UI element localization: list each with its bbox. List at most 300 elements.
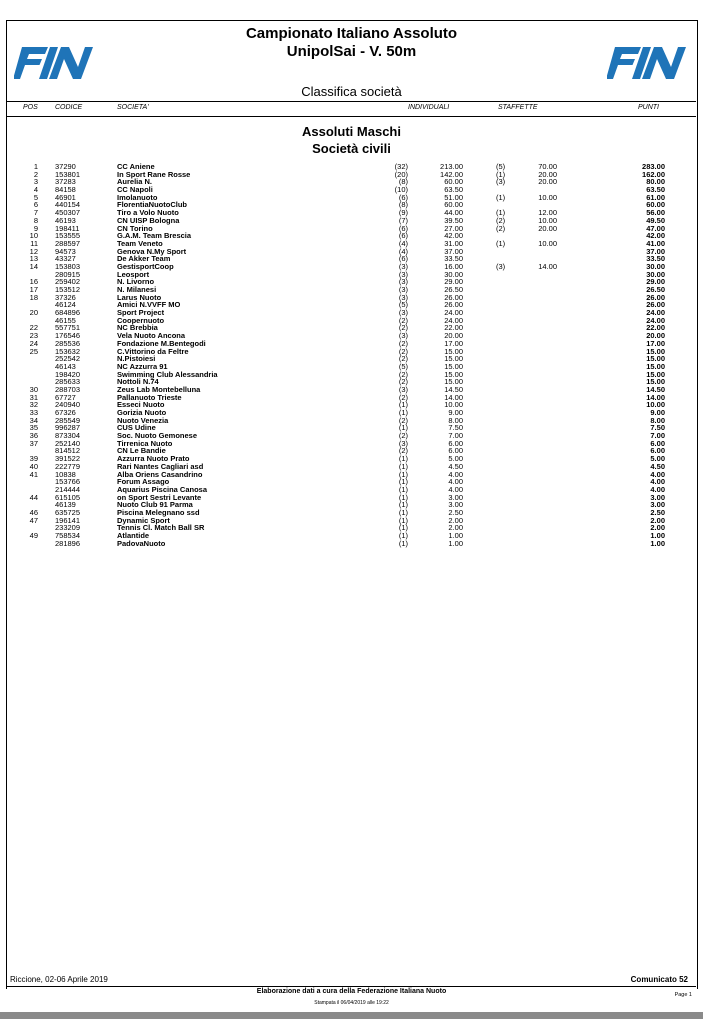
row-individual-count: (2) (398, 338, 408, 348)
table-row (0, 401, 703, 409)
row-total-points: 3.00 (650, 500, 665, 510)
table-row (0, 201, 703, 209)
table-row (0, 409, 703, 417)
row-code: 240940 (55, 400, 81, 410)
row-society-name: G.A.M. Team Brescia (117, 231, 192, 241)
row-individual-points: 1.00 (448, 538, 463, 548)
row-position: 30 (29, 384, 38, 394)
row-total-points: 61.00 (646, 192, 665, 202)
row-position: 20 (29, 308, 38, 318)
row-code: 873304 (55, 431, 81, 441)
row-individual-count: (3) (398, 308, 408, 318)
row-individual-points: 142.00 (440, 169, 463, 179)
row-code: 94573 (55, 246, 76, 256)
row-total-points: 14.00 (646, 392, 665, 402)
row-relay-count: (1) (496, 238, 506, 248)
table-row (0, 278, 703, 286)
row-total-points: 1.00 (650, 538, 665, 548)
table-row (0, 263, 703, 271)
row-individual-count: (32) (394, 162, 408, 171)
col-header-code: CODICE (55, 104, 83, 111)
row-position: 31 (29, 392, 38, 402)
col-header-individual: INDIVIDUALI (408, 104, 450, 111)
row-society-name: GestisportCoop (117, 261, 174, 271)
row-position: 36 (29, 431, 38, 441)
row-individual-points: 60.00 (444, 177, 463, 187)
row-individual-points: 213.00 (440, 162, 463, 171)
row-society-name: Tennis Cl. Match Ball SR (117, 523, 205, 533)
row-total-points: 37.00 (646, 246, 665, 256)
row-total-points: 24.00 (646, 308, 665, 318)
row-society-name: Imolanuoto (117, 192, 158, 202)
row-total-points: 60.00 (646, 200, 665, 210)
row-society-name: Rari Nantes Cagliari asd (117, 461, 204, 471)
row-individual-points: 6.00 (448, 446, 463, 456)
row-code: 153632 (55, 346, 81, 356)
row-position: 10 (29, 231, 38, 241)
table-row (0, 309, 703, 317)
row-position: 24 (29, 338, 38, 348)
row-society-name: Leosport (117, 269, 150, 279)
row-individual-count: (3) (398, 331, 408, 341)
row-code: 67727 (55, 392, 76, 402)
row-individual-points: 3.00 (448, 492, 463, 502)
row-position: 17 (29, 285, 38, 294)
row-individual-points: 31.00 (444, 238, 463, 248)
row-individual-points: 60.00 (444, 200, 463, 210)
row-code: 37326 (55, 292, 76, 302)
row-individual-count: (6) (398, 192, 408, 202)
table-row (0, 509, 703, 517)
row-society-name: Pallanuoto Trieste (117, 392, 182, 402)
row-position: 1 (33, 162, 38, 171)
table-row (0, 355, 703, 363)
row-relay-count: (1) (496, 192, 506, 202)
row-position: 9 (33, 223, 38, 233)
row-total-points: 6.00 (650, 446, 665, 456)
table-row (0, 294, 703, 302)
row-position: 16 (29, 277, 38, 287)
header-rule-top (6, 101, 696, 102)
row-total-points: 20.00 (646, 331, 665, 341)
row-code: 46139 (55, 500, 76, 510)
row-total-points: 7.00 (650, 431, 665, 441)
table-row (0, 394, 703, 402)
table-row (0, 209, 703, 217)
row-total-points: 15.00 (646, 377, 665, 387)
table-row (0, 348, 703, 356)
row-individual-points: 42.00 (444, 231, 463, 241)
table-row (0, 271, 703, 279)
ranking-table (0, 163, 703, 547)
row-position: 23 (29, 331, 38, 341)
table-row (0, 324, 703, 332)
row-relay-points: 10.00 (538, 192, 557, 202)
row-code: 214444 (55, 484, 81, 494)
row-society-name: N. Milanesi (117, 285, 157, 294)
row-total-points: 56.00 (646, 208, 665, 218)
row-individual-points: 33.50 (444, 254, 463, 264)
row-total-points: 1.00 (650, 531, 665, 540)
row-individual-count: (1) (398, 477, 408, 487)
row-total-points: 26.00 (646, 300, 665, 310)
row-society-name: Nuoto Venezia (117, 415, 169, 425)
row-individual-count: (3) (398, 269, 408, 279)
row-individual-count: (2) (398, 315, 408, 325)
row-individual-count: (1) (398, 500, 408, 510)
row-individual-count: (4) (398, 246, 408, 256)
row-relay-points: 10.00 (538, 215, 557, 225)
row-society-name: Atlantide (117, 531, 150, 540)
row-society-name: NC Brebbia (117, 323, 158, 333)
row-relay-points: 70.00 (538, 162, 557, 171)
row-individual-points: 15.00 (444, 361, 463, 371)
row-position: 41 (29, 469, 38, 479)
row-code: 46193 (55, 215, 76, 225)
row-individual-points: 2.00 (448, 523, 463, 533)
row-individual-count: (1) (398, 454, 408, 464)
row-individual-points: 37.00 (444, 246, 463, 256)
row-individual-points: 15.00 (444, 369, 463, 379)
table-row (0, 478, 703, 486)
row-code: 635725 (55, 507, 81, 517)
row-individual-points: 15.00 (444, 377, 463, 387)
table-row (0, 171, 703, 179)
table-row (0, 540, 703, 548)
row-total-points: 22.00 (646, 323, 665, 333)
row-total-points: 30.00 (646, 261, 665, 271)
row-total-points: 15.00 (646, 369, 665, 379)
row-society-name: Gorizia Nuoto (117, 408, 167, 417)
table-row (0, 255, 703, 263)
row-individual-count: (6) (398, 223, 408, 233)
row-society-name: Sport Project (117, 308, 165, 318)
row-individual-points: 15.00 (444, 346, 463, 356)
row-individual-points: 10.00 (444, 400, 463, 410)
row-relay-points: 20.00 (538, 177, 557, 187)
row-total-points: 30.00 (646, 269, 665, 279)
row-total-points: 14.50 (646, 384, 665, 394)
row-total-points: 4.00 (650, 469, 665, 479)
row-code: 450307 (55, 208, 81, 218)
document-title: Campionato Italiano Assoluto (245, 25, 458, 42)
row-individual-points: 63.50 (444, 185, 463, 195)
row-individual-count: (2) (398, 446, 408, 456)
row-individual-count: (3) (398, 292, 408, 302)
row-society-name: Nottoli N.74 (117, 377, 159, 387)
row-total-points: 26.50 (646, 285, 665, 294)
row-total-points: 3.00 (650, 492, 665, 502)
document-subtitle: Classifica società (301, 84, 402, 99)
row-individual-points: 16.00 (444, 261, 463, 271)
row-relay-count: (1) (496, 169, 506, 179)
row-individual-points: 26.00 (444, 300, 463, 310)
row-position: 37 (29, 438, 38, 448)
row-code: 684896 (55, 308, 81, 318)
row-society-name: CN UISP Bologna (117, 215, 180, 225)
row-individual-points: 9.00 (448, 408, 463, 417)
table-row (0, 240, 703, 248)
row-individual-count: (2) (398, 354, 408, 364)
footer-credit: Elaborazione dati a cura della Federazione Italiana Nuoto (256, 988, 447, 995)
row-code: 281896 (55, 538, 81, 548)
row-relay-count: (2) (496, 223, 506, 233)
row-position: 3 (33, 177, 38, 187)
row-society-name: Larus Nuoto (117, 292, 162, 302)
row-individual-points: 2.50 (448, 507, 463, 517)
row-position: 33 (29, 408, 38, 417)
row-individual-count: (3) (398, 261, 408, 271)
row-total-points: 26.00 (646, 292, 665, 302)
row-society-name: Aquarius Piscina Canosa (117, 484, 208, 494)
row-position: 11 (30, 238, 38, 248)
row-individual-count: (1) (398, 423, 408, 433)
row-individual-count: (6) (398, 231, 408, 241)
table-row (0, 363, 703, 371)
row-position: 46 (29, 507, 38, 517)
row-individual-count: (3) (398, 384, 408, 394)
table-row (0, 440, 703, 448)
row-individual-points: 20.00 (444, 331, 463, 341)
row-code: 391522 (55, 454, 81, 464)
table-row (0, 463, 703, 471)
row-individual-points: 7.00 (448, 431, 463, 441)
header-rule-bottom (6, 116, 696, 117)
row-individual-count: (6) (398, 254, 408, 264)
row-code: 285536 (55, 338, 81, 348)
row-relay-count: (3) (496, 177, 506, 187)
row-individual-points: 5.00 (448, 454, 463, 464)
row-individual-count: (1) (398, 408, 408, 417)
row-individual-points: 4.00 (448, 484, 463, 494)
row-society-name: Genova N.My Sport (117, 246, 187, 256)
row-individual-points: 24.00 (444, 308, 463, 318)
row-individual-points: 27.00 (444, 223, 463, 233)
row-position: 35 (29, 423, 38, 433)
row-society-name: Aurelia N. (117, 177, 153, 187)
row-code: 996287 (55, 423, 81, 433)
row-individual-points: 17.00 (444, 338, 463, 348)
row-society-name: Amici N.VVFF MO (117, 300, 181, 310)
row-relay-count: (2) (496, 215, 506, 225)
row-society-name: on Sport Sestri Levante (117, 492, 202, 502)
table-row (0, 432, 703, 440)
table-row (0, 455, 703, 463)
row-code: 233209 (55, 523, 81, 533)
row-total-points: 6.00 (650, 438, 665, 448)
row-code: 196141 (55, 515, 81, 525)
row-code: 758534 (55, 531, 81, 540)
row-individual-points: 4.00 (448, 469, 463, 479)
row-relay-count: (5) (496, 162, 506, 171)
row-total-points: 283.00 (642, 162, 665, 171)
row-code: 10838 (55, 469, 76, 479)
row-code: 615105 (55, 492, 81, 502)
row-total-points: 24.00 (646, 315, 665, 325)
row-society-name: Fondazione M.Bentegodi (117, 338, 206, 348)
row-individual-points: 24.00 (444, 315, 463, 325)
table-row (0, 447, 703, 455)
row-individual-points: 30.00 (444, 269, 463, 279)
table-row (0, 371, 703, 379)
row-position: 39 (29, 454, 38, 464)
row-total-points: 9.00 (650, 408, 665, 417)
table-row (0, 186, 703, 194)
row-code: 153803 (55, 261, 81, 271)
table-row (0, 340, 703, 348)
col-header-points: PUNTI (638, 104, 659, 111)
row-society-name: Piscina Melegnano ssd (117, 507, 200, 517)
row-individual-points: 22.00 (444, 323, 463, 333)
row-code: 259402 (55, 277, 81, 287)
row-society-name: CN Le Bandie (117, 446, 166, 456)
row-position: 44 (29, 492, 38, 502)
row-code: 153766 (55, 477, 81, 487)
row-position: 49 (29, 531, 38, 540)
row-total-points: 80.00 (646, 177, 665, 187)
row-individual-count: (2) (398, 346, 408, 356)
row-society-name: Zeus Lab Montebelluna (117, 384, 201, 394)
row-position: 2 (33, 169, 38, 179)
row-society-name: C.Vittorino da Feltre (117, 346, 189, 356)
row-position: 12 (29, 246, 38, 256)
row-individual-points: 15.00 (444, 354, 463, 364)
row-code: 440154 (55, 200, 81, 210)
table-row (0, 532, 703, 540)
table-row (0, 163, 703, 171)
row-position: 8 (33, 215, 38, 225)
row-total-points: 162.00 (642, 169, 665, 179)
table-row (0, 232, 703, 240)
row-total-points: 42.00 (646, 231, 665, 241)
row-code: 285633 (55, 377, 81, 387)
row-individual-points: 2.00 (448, 515, 463, 525)
row-total-points: 5.00 (650, 454, 665, 464)
row-individual-count: (9) (398, 208, 408, 218)
row-code: 67326 (55, 408, 76, 417)
viewer-bottom-bar (0, 1012, 703, 1019)
table-row (0, 524, 703, 532)
col-header-society: SOCIETA' (117, 104, 149, 111)
row-total-points: 4.00 (650, 477, 665, 487)
row-total-points: 17.00 (646, 338, 665, 348)
row-position: 22 (29, 323, 38, 333)
row-total-points: 15.00 (646, 354, 665, 364)
row-total-points: 4.50 (650, 461, 665, 471)
table-row (0, 486, 703, 494)
row-individual-points: 4.00 (448, 477, 463, 487)
row-code: 153555 (55, 231, 81, 241)
row-code: 252542 (55, 354, 81, 364)
row-position: 4 (33, 185, 38, 195)
row-individual-points: 14.00 (444, 392, 463, 402)
table-row (0, 417, 703, 425)
row-total-points: 63.50 (646, 185, 665, 195)
row-code: 285549 (55, 415, 81, 425)
row-code: 37283 (55, 177, 76, 187)
row-individual-count: (1) (398, 400, 408, 410)
table-row (0, 225, 703, 233)
row-total-points: 47.00 (646, 223, 665, 233)
row-code: 557751 (55, 323, 81, 333)
row-individual-count: (1) (398, 484, 408, 494)
row-society-name: Nuoto Club 91 Parma (117, 500, 193, 510)
row-society-name: In Sport Rane Rosse (117, 169, 191, 179)
row-code: 46155 (55, 315, 76, 325)
row-individual-count: (20) (394, 169, 408, 179)
row-society-name: Soc. Nuoto Gemonese (117, 431, 198, 441)
row-individual-points: 4.50 (448, 461, 463, 471)
row-individual-points: 1.00 (448, 531, 463, 540)
row-society-name: Team Veneto (117, 238, 163, 248)
row-code: 43327 (55, 254, 76, 264)
row-individual-count: (1) (398, 492, 408, 502)
table-row (0, 501, 703, 509)
row-individual-count: (2) (398, 415, 408, 425)
row-position: 7 (33, 208, 38, 218)
document-subtitle-event: UnipolSai - V. 50m (286, 43, 417, 60)
row-total-points: 15.00 (646, 346, 665, 356)
row-individual-count: (3) (398, 285, 408, 294)
row-code: 252140 (55, 438, 81, 448)
row-individual-count: (1) (398, 515, 408, 525)
row-individual-count: (2) (398, 377, 408, 387)
row-position: 5 (33, 192, 38, 202)
footer-location-date: Riccione, 02-06 Aprile 2019 (10, 975, 108, 984)
row-code: 288703 (55, 384, 81, 394)
table-row (0, 494, 703, 502)
row-code: 280915 (55, 269, 81, 279)
row-society-name: De Akker Team (117, 254, 171, 264)
row-individual-points: 6.00 (448, 438, 463, 448)
row-individual-points: 14.50 (444, 384, 463, 394)
row-code: 153512 (55, 285, 81, 294)
row-total-points: 41.00 (646, 238, 665, 248)
row-individual-count: (2) (398, 392, 408, 402)
row-total-points: 8.00 (650, 415, 665, 425)
row-code: 814512 (55, 446, 81, 456)
row-individual-count: (2) (398, 431, 408, 441)
row-individual-count: (8) (398, 200, 408, 210)
row-position: 47 (29, 515, 38, 525)
row-position: 40 (29, 461, 38, 471)
row-code: 198411 (55, 223, 80, 233)
row-total-points: 49.50 (646, 215, 665, 225)
table-row (0, 471, 703, 479)
footer-print-date: Stampata il 06/04/2019 alle 19:22 (314, 1000, 389, 1006)
row-individual-points: 29.00 (444, 277, 463, 287)
row-total-points: 33.50 (646, 254, 665, 264)
row-individual-points: 44.00 (444, 208, 463, 218)
row-individual-count: (2) (398, 323, 408, 333)
row-society-name: Forum Assago (117, 477, 170, 487)
row-individual-points: 26.00 (444, 292, 463, 302)
row-code: 288597 (55, 238, 81, 248)
row-society-name: CC Napoli (117, 185, 153, 195)
row-individual-points: 51.00 (444, 192, 463, 202)
row-relay-points: 20.00 (538, 223, 557, 233)
section-subtitle: Società civili (312, 141, 391, 156)
row-relay-count: (3) (496, 261, 506, 271)
col-header-pos: POS (23, 104, 38, 111)
row-position: 6 (33, 200, 38, 210)
table-row (0, 217, 703, 225)
row-total-points: 15.00 (646, 361, 665, 371)
row-individual-count: (5) (398, 361, 408, 371)
row-individual-count: (1) (398, 461, 408, 471)
row-individual-count: (1) (398, 531, 408, 540)
table-row (0, 194, 703, 202)
